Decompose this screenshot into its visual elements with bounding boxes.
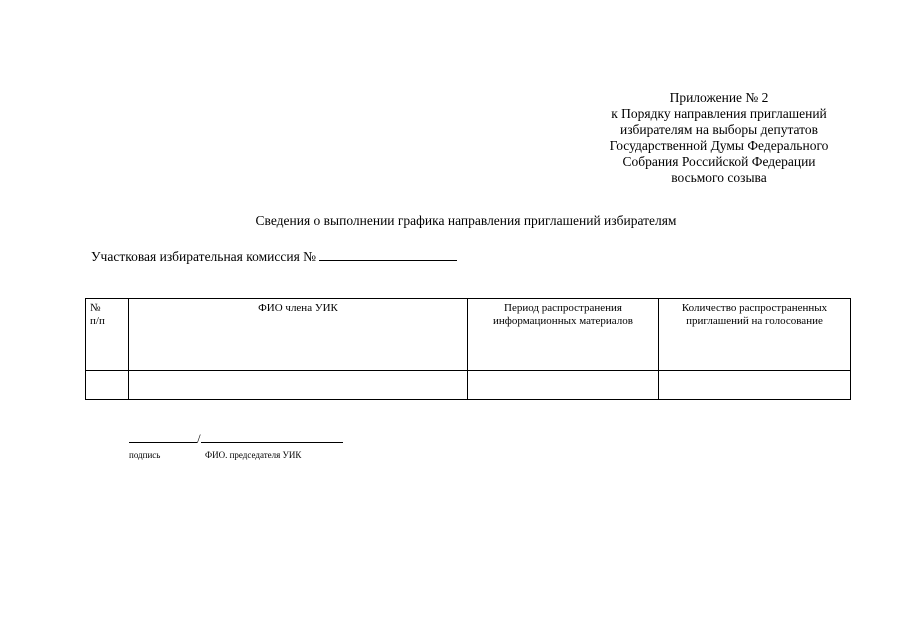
commission-number-field[interactable]	[319, 248, 457, 261]
header-period-line1: Период распространения	[504, 302, 622, 314]
header-member-name	[129, 299, 468, 371]
header-count-line2: приглашений на голосование	[686, 315, 823, 327]
header-number-line1: №	[90, 302, 101, 314]
chairman-name-field[interactable]	[201, 431, 343, 443]
caption-chairman-name: ФИО. председателя УИК	[205, 450, 302, 460]
appendix-title: Приложение № 2	[669, 90, 769, 105]
document-title: Сведения о выполнении графика направления приглашений избирателям	[255, 213, 677, 228]
appendix-line: к Порядку направления приглашений	[611, 106, 827, 121]
cell-count[interactable]	[659, 371, 851, 400]
cell-member-name[interactable]	[129, 371, 468, 400]
appendix-line: Государственной Думы Федерального	[609, 138, 829, 153]
signature-captions	[129, 450, 302, 460]
header-number	[86, 299, 129, 371]
table-row	[86, 371, 851, 400]
header-count	[659, 299, 851, 371]
table-header-row	[86, 299, 851, 371]
report-table	[85, 298, 851, 400]
appendix-line: Собрания Российской Федерации	[622, 154, 816, 169]
appendix-line: избирателям на выборы депутатов	[619, 122, 819, 137]
commission-line	[91, 248, 457, 265]
caption-signature: подпись	[129, 450, 161, 460]
header-period	[468, 299, 659, 371]
signature-line	[129, 431, 343, 446]
header-member-name-text: ФИО члена УИК	[258, 302, 338, 314]
header-number-line2: п/п	[90, 315, 105, 327]
commission-label: Участковая избирательная комиссия №	[91, 249, 317, 264]
appendix-line: восьмого созыва	[671, 170, 767, 185]
signature-field[interactable]	[129, 431, 197, 443]
appendix-block	[588, 90, 850, 186]
header-period-line2: информационных материалов	[493, 315, 633, 327]
cell-period[interactable]	[468, 371, 659, 400]
header-count-line1: Количество распространенных	[681, 302, 828, 314]
signature-separator: /	[197, 431, 201, 446]
cell-number[interactable]	[86, 371, 129, 400]
